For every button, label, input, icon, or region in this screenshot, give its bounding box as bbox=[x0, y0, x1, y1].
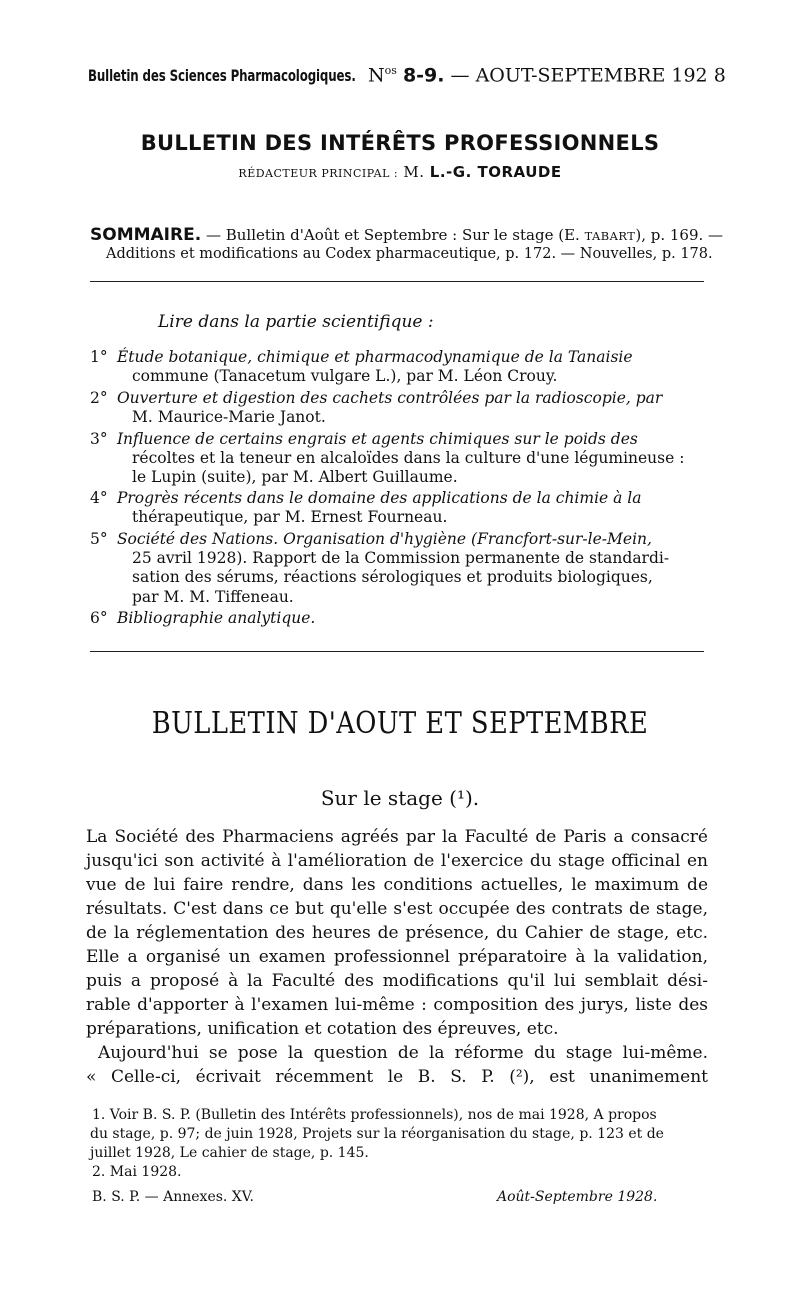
item-number: 1° bbox=[90, 348, 108, 366]
item-line: Bibliographie analytique. bbox=[116, 609, 316, 627]
issue-prefix: N bbox=[368, 64, 385, 87]
redacteur-name: L.-G. TORAUDE bbox=[429, 163, 562, 181]
issue-date: — AOUT-SEPTEMBRE 192 8 bbox=[450, 64, 726, 87]
list-item bbox=[90, 609, 706, 628]
sommaire-line-1 bbox=[90, 225, 723, 245]
body-line: jusqu'ici son activité à l'amélioration de l'exercice du stage officinal en bbox=[86, 851, 708, 871]
footnote-line: 2. Mai 1928. bbox=[92, 1164, 182, 1180]
article-body bbox=[86, 825, 708, 1089]
sommaire-text-b: ), p. 169. — bbox=[635, 226, 724, 244]
redacteur-prefix: M. bbox=[403, 163, 425, 181]
sommaire-label: SOMMAIRE. bbox=[90, 225, 202, 245]
footnote-line: du stage, p. 97; de juin 1928, Projets sur la réorganisation du stage, p. 123 et de bbox=[90, 1126, 664, 1142]
journal-running-title: Bulletin des Sciences Pharmacologiques. bbox=[88, 66, 356, 85]
divider bbox=[90, 281, 704, 282]
item-line: M. Maurice-Marie Janot. bbox=[132, 408, 326, 427]
item-line: Influence de certains engrais et agents chimiques sur le poids des bbox=[116, 430, 638, 448]
item-line: le Lupin (suite), par M. Albert Guillaume. bbox=[132, 468, 458, 487]
footnotes bbox=[90, 1106, 706, 1182]
sommaire-author: TABART bbox=[584, 229, 636, 243]
article-title-note: (¹). bbox=[449, 786, 480, 810]
item-line: sation des sérums, réactions sérologiques et produits biologiques, bbox=[132, 568, 653, 587]
item-number: 5° bbox=[90, 530, 108, 548]
body-line: La Société des Pharmaciens agréés par la Faculté de Paris a consacré bbox=[86, 827, 708, 847]
page-title: BULLETIN DES INTÉRÊTS PROFESSIONNELS bbox=[140, 131, 660, 155]
divider bbox=[90, 651, 704, 652]
sommaire-text-a: — Bulletin d'Août et Septembre : Sur le stage (E. bbox=[205, 226, 585, 244]
body-line: rable d'apporter à l'examen lui-même : composition des jurys, liste des bbox=[86, 995, 708, 1015]
issue-line bbox=[368, 64, 726, 86]
sommaire-line-2: Additions et modifications au Codex pharmaceutique, p. 172. — Nouvelles, p. 178. bbox=[106, 246, 713, 262]
footnote-line: 1. Voir B. S. P. (Bulletin des Intérêts professionnels), nos de mai 1928, A propos bbox=[92, 1107, 657, 1123]
redacteur-label: RÉDACTEUR PRINCIPAL : bbox=[238, 167, 399, 180]
list-item bbox=[90, 389, 706, 427]
body-line: préparations, unification et cotation des épreuves, etc. bbox=[86, 1019, 559, 1039]
item-line: commune (Tanacetum vulgare L.), par M. Léon Crouy. bbox=[132, 367, 558, 386]
item-line: Ouverture et digestion des cachets contrôlées par la radioscopie, par bbox=[116, 389, 663, 407]
footer-left: B. S. P. — Annexes. XV. bbox=[92, 1189, 254, 1205]
body-line: vue de lui faire rendre, dans les conditions actuelles, le maximum de bbox=[86, 875, 708, 895]
footer-right: Août-Septembre 1928. bbox=[497, 1189, 658, 1205]
item-number: 4° bbox=[90, 489, 108, 507]
list-item bbox=[90, 530, 706, 607]
body-line: puis a proposé à la Faculté des modifications qu'il lui semblait dési- bbox=[86, 971, 708, 991]
body-line: « Celle-ci, écrivait récemment le B. S. P. (²), est unanimement bbox=[86, 1067, 708, 1087]
item-line: par M. M. Tiffeneau. bbox=[132, 587, 294, 606]
item-line: Étude botanique, chimique et pharmacodynamique de la Tanaisie bbox=[116, 348, 633, 366]
item-line: Société des Nations. Organisation d'hygiène (Francfort-sur-le-Mein, bbox=[116, 530, 652, 548]
article-title-text: Sur le stage bbox=[320, 786, 443, 810]
item-number: 3° bbox=[90, 430, 108, 448]
footnote-line: juillet 1928, Le cahier de stage, p. 145. bbox=[90, 1145, 369, 1161]
issue-number: 8-9. bbox=[402, 64, 445, 87]
body-line: Aujourd'hui se pose la question de la réforme du stage lui-même. bbox=[98, 1043, 708, 1063]
item-line: 25 avril 1928). Rapport de la Commission permanente de standardi- bbox=[132, 549, 670, 568]
item-number: 2° bbox=[90, 389, 108, 407]
body-line: Elle a organisé un examen professionnel préparatoire à la validation, bbox=[86, 947, 708, 967]
article-title bbox=[0, 786, 800, 810]
item-line: thérapeutique, par M. Ernest Fourneau. bbox=[132, 508, 448, 527]
item-number: 6° bbox=[90, 609, 108, 627]
list-item bbox=[90, 348, 706, 386]
body-line: de la réglementation des heures de présence, du Cahier de stage, etc. bbox=[86, 923, 708, 943]
list-item bbox=[90, 430, 706, 488]
item-line: Progrès récents dans le domaine des applications de la chimie à la bbox=[116, 489, 642, 507]
issue-prefix-sup: os bbox=[384, 64, 397, 77]
redacteur-line bbox=[0, 163, 800, 181]
section-heading: BULLETIN D'AOUT ET SEPTEMBRE bbox=[151, 706, 649, 741]
body-line: résultats. C'est dans ce but qu'elle s'est occupée des contrats de stage, bbox=[86, 899, 708, 919]
lire-heading: Lire dans la partie scientifique : bbox=[158, 312, 434, 332]
item-line: récoltes et la teneur en alcaloïdes dans la culture d'une légumineuse : bbox=[132, 449, 685, 468]
list-item bbox=[90, 489, 706, 527]
